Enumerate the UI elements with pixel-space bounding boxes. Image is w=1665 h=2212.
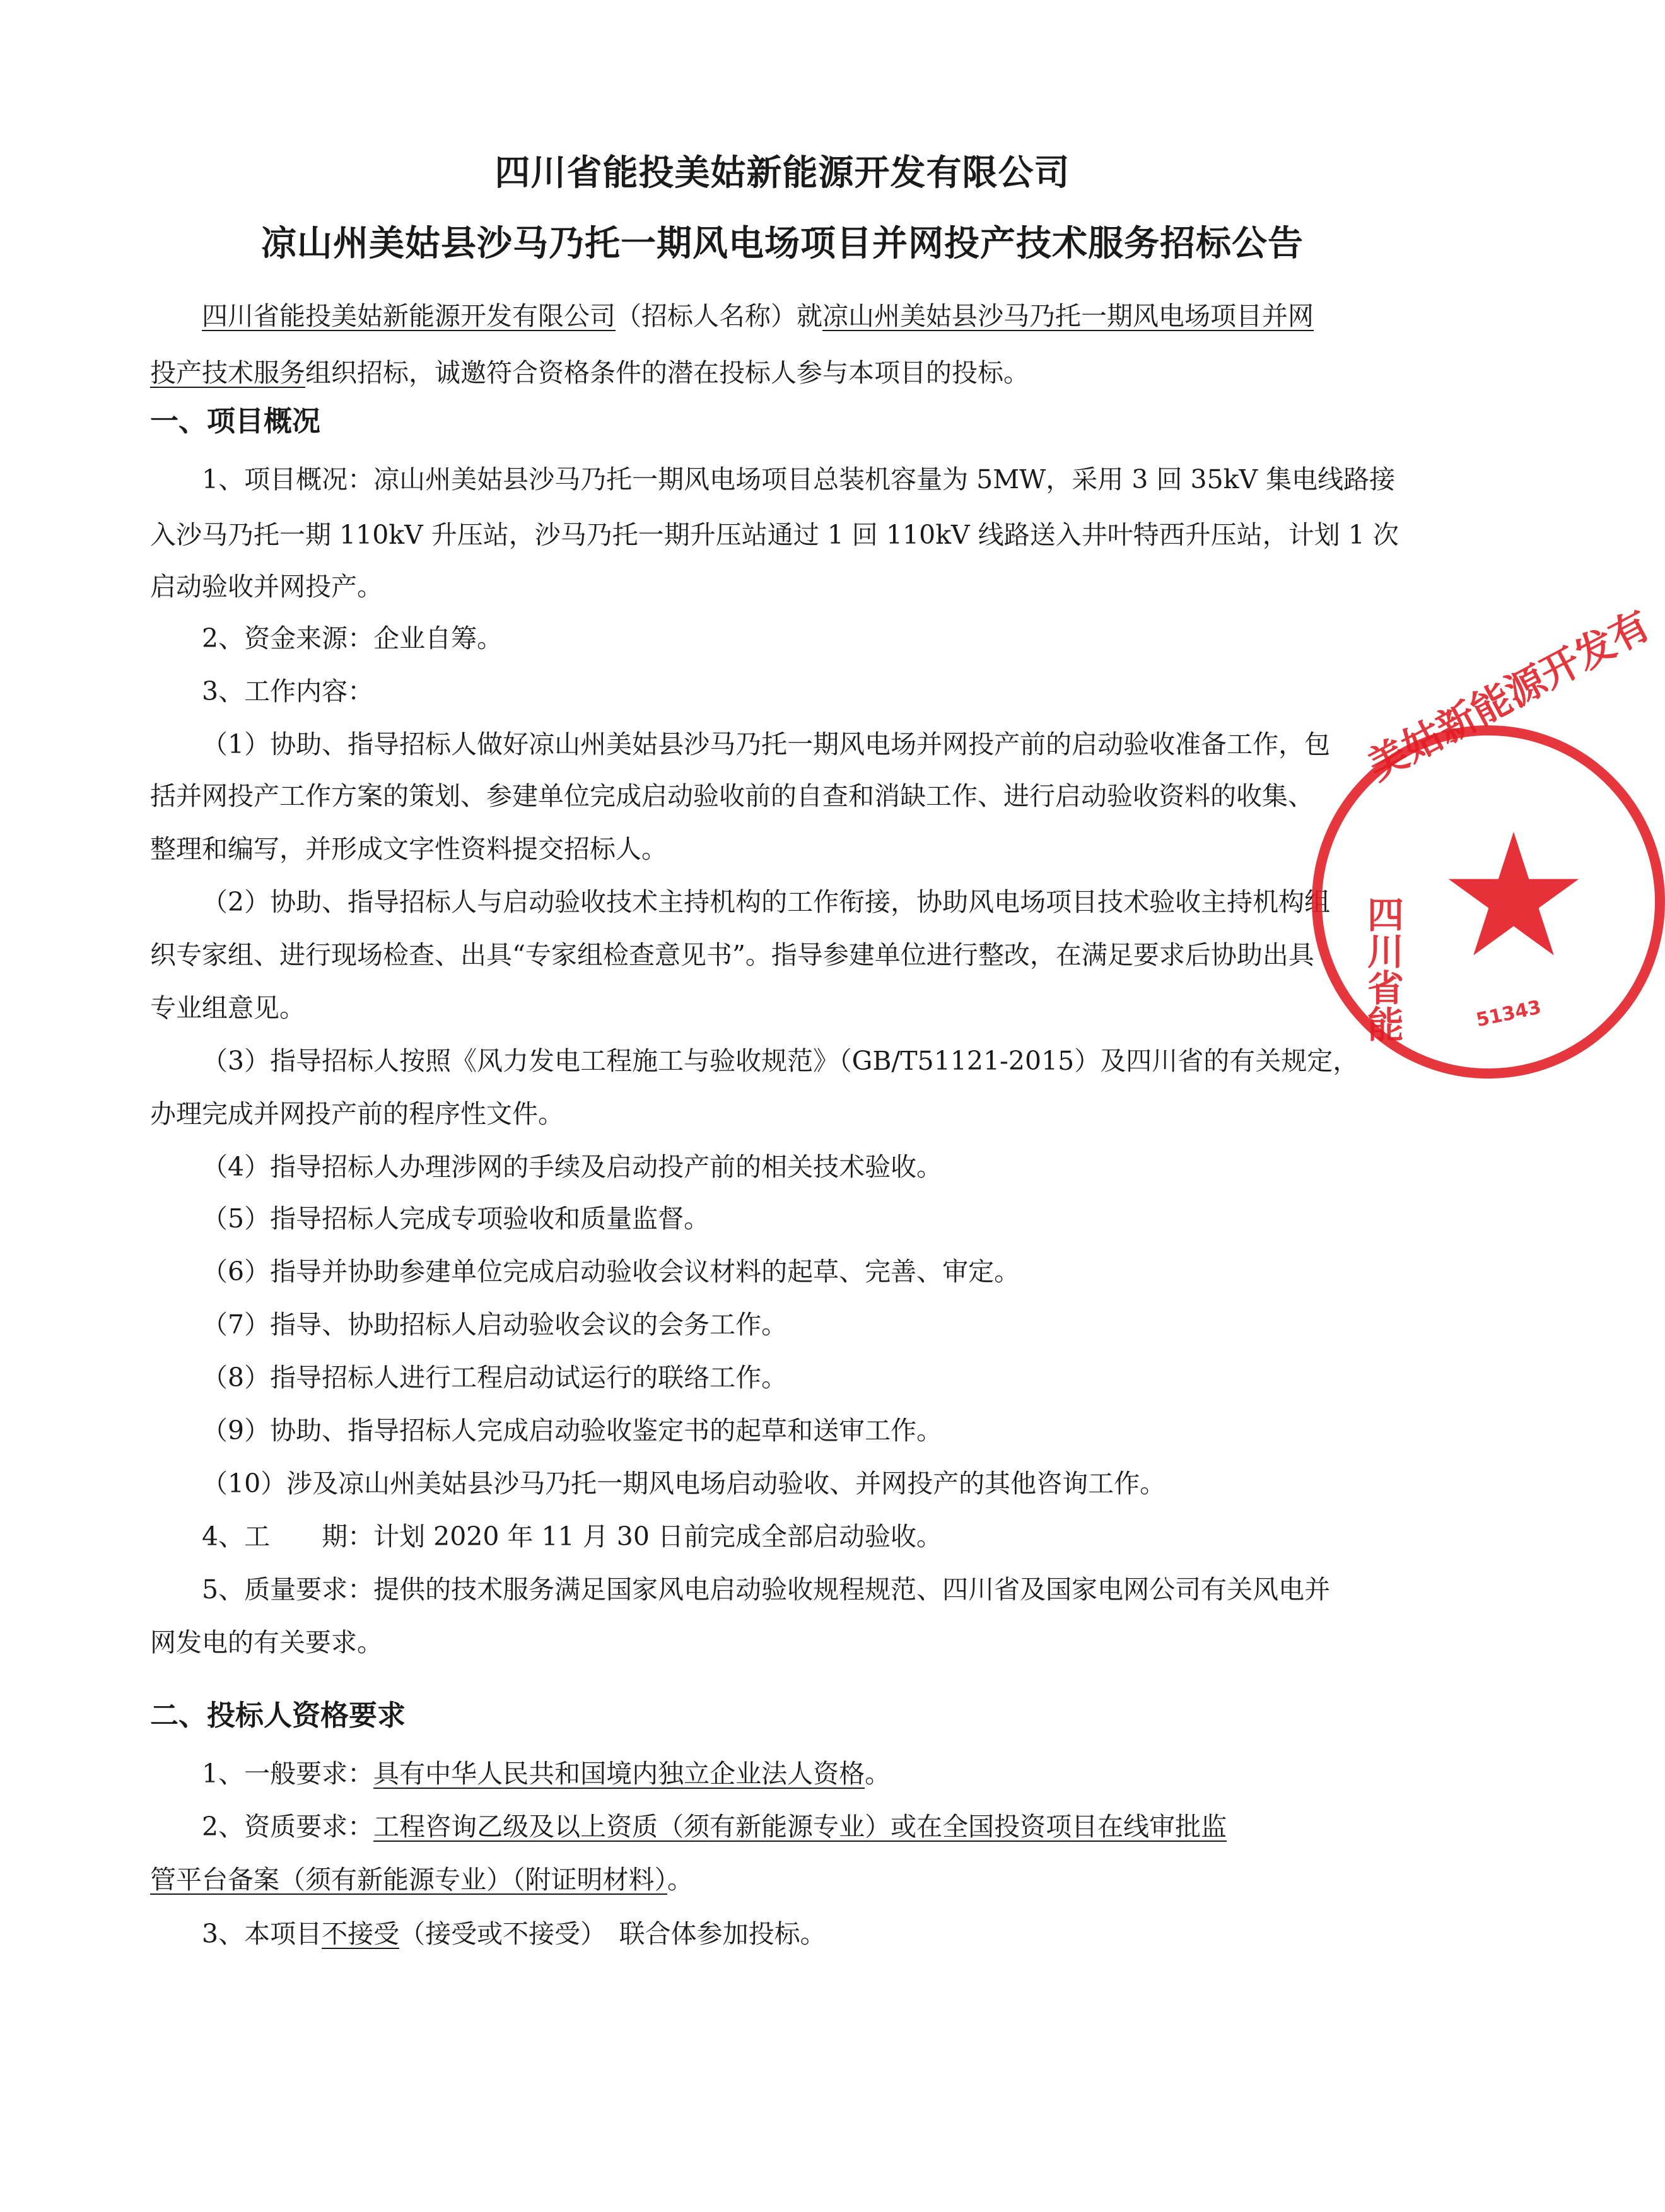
req1-end: 。 [865, 1758, 891, 1789]
intro-line-2 [150, 344, 1399, 401]
section1-heading: 一、项目概况 [150, 404, 321, 438]
req2-line1 [202, 1808, 1227, 1846]
item2: 2、资金来源：企业自筹。 [202, 623, 503, 653]
work1-line2: 括并网投产工作方案的策划、参建单位完成启动验收前的自查和消缺工作、进行启动验收资料的收集、 [150, 781, 1314, 811]
work2-line2: 织专家组、进行现场检查、出具“专家组检查意见书”。指导参建单位进行整改，在满足要求后协助出具 [150, 940, 1314, 970]
work8: （8）指导招标人进行工程启动试运行的联络工作。 [202, 1362, 788, 1393]
notice-title: 凉山州美姑县沙马乃托一期风电场项目并网投产技术服务招标公告 [261, 223, 1304, 264]
req2-value: 工程咨询乙级及以上资质（须有新能源专业）或在全国投资项目在线审批监 [373, 1811, 1227, 1842]
req3-label: 3、本项目 [202, 1919, 322, 1949]
work2-line1: （2）协助、指导招标人与启动验收技术主持机构的工作衔接，协助风电场项目技术验收主持机构组 [202, 887, 1331, 917]
work9: （9）协助、指导招标人完成启动验收鉴定书的起草和送审工作。 [202, 1415, 943, 1446]
intro-paragraph [150, 288, 1399, 401]
intro-text: （招标人名称）就 [616, 301, 822, 331]
section2-heading: 二、投标人资格要求 [150, 1699, 406, 1732]
work3-line1: （3）指导招标人按照《风力发电工程施工与验收规范》（GB/T51121-2015）及四川省的有关规定， [202, 1046, 1359, 1076]
req2-value-cont: 管平台备案（须有新能源专业）（附证明材料） [150, 1864, 667, 1895]
req3-value: 不接受 [322, 1919, 400, 1949]
work2-line3: 专业组意见。 [150, 993, 305, 1023]
work7: （7）指导、协助招标人启动验收会议的会务工作。 [202, 1309, 788, 1340]
item4-schedule: 4、工 期：计划 2020 年 11 月 30 日前完成全部启动验收。 [202, 1521, 942, 1552]
seal-arc-text: 美姑新能源开发有 [1360, 601, 1658, 789]
seal-number: 51343 [1474, 996, 1543, 1032]
item1-line3: 启动验收并网投产。 [150, 571, 383, 602]
intro-text-2: 组织招标，诚邀符合资格条件的潜在投标人参与本项目的投标。 [305, 358, 1029, 388]
item5-line2: 网发电的有关要求。 [150, 1627, 383, 1658]
req1-label: 1、一般要求： [202, 1758, 374, 1789]
seal-left-text: 四川省能 [1361, 896, 1404, 1042]
intro-line-1 [150, 288, 1399, 344]
company-title: 四川省能投美姑新能源开发有限公司 [494, 153, 1070, 194]
project-name: 凉山州美姑县沙马乃托一期风电场项目并网 [822, 301, 1314, 331]
work6: （6）指导并协助参建单位完成启动验收会议材料的起草、完善、审定。 [202, 1256, 1020, 1287]
work3-line2: 办理完成并网投产前的程序性文件。 [150, 1099, 564, 1129]
item1-line1: 1、项目概况：凉山州美姑县沙马乃托一期风电场项目总装机容量为 5MW，采用 3 回 35kV 集电线路接 [202, 464, 1396, 494]
req2-line2 [150, 1861, 693, 1899]
req3-text: （接受或不接受） 联合体参加投标。 [399, 1919, 826, 1949]
item5-line1: 5、质量要求：提供的技术服务满足国家风电启动验收规程规范、四川省及国家电网公司有关风电并 [202, 1574, 1331, 1605]
work1-line1: （1）协助、指导招标人做好凉山州美姑县沙马乃托一期风电场并网投产前的启动验收准备工作，包 [202, 729, 1331, 759]
req1 [202, 1755, 891, 1793]
work1-line3: 整理和编写，并形成文字性资料提交招标人。 [150, 834, 667, 864]
work10: （10）涉及凉山州美姑县沙马乃托一期风电场启动验收、并网投产的其他咨询工作。 [202, 1468, 1166, 1499]
seal-star-icon [1444, 826, 1583, 965]
req2-end: 。 [667, 1864, 693, 1895]
req3 [202, 1915, 826, 1953]
item1-line2: 入沙马乃托一期 110kV 升压站，沙马乃托一期升压站通过 1 回 110kV 线路送入井叶特西升压站，计划 1 次 [150, 520, 1399, 550]
req2-label: 2、资质要求： [202, 1811, 374, 1842]
tenderer-name: 四川省能投美姑新能源开发有限公司 [202, 301, 616, 331]
work4: （4）指导招标人办理涉网的手续及启动投产前的相关技术验收。 [202, 1152, 943, 1182]
item3: 3、工作内容： [202, 676, 374, 706]
work5: （5）指导招标人完成专项验收和质量监督。 [202, 1203, 710, 1234]
req1-value: 具有中华人民共和国境内独立企业法人资格 [373, 1758, 865, 1789]
project-name-cont: 投产技术服务 [150, 358, 305, 388]
